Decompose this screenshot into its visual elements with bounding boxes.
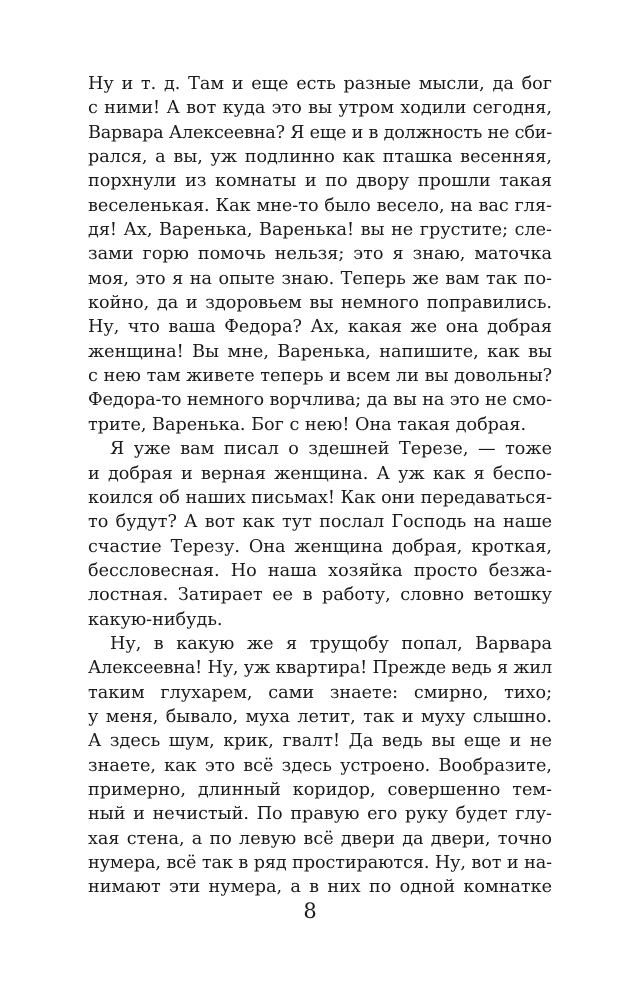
text-line: веселенькая. Как мне-то было весело, на вас гля- <box>88 195 552 216</box>
text-line: у меня, бывало, муха летит, так и муху слышно. <box>88 706 552 727</box>
text-line: Ну, что ваша Федора? Ах, какая же она добрая <box>88 317 552 338</box>
text-line: нимают эти нумера, а в них по одной комнатке <box>88 877 552 898</box>
text-line: моя, это я на опыте знаю. Теперь же вам так по- <box>88 268 552 289</box>
text-line: нумера, всё так в ряд простираются. Ну, вот и на- <box>88 853 552 873</box>
text-line: А здесь шум, крик, гвалт! Да ведь вы еще и не <box>88 731 552 752</box>
text-line: с нею там живете теперь и всем ли вы довольны? <box>88 366 552 387</box>
paragraph-first-line: Я уже вам писал о здешней Терезе, — тоже <box>110 439 552 460</box>
text-line: счастие Терезу. Она женщина добрая, кроткая, <box>88 536 552 557</box>
text-line: Федора-то немного ворчлива; да вы на это не смо- <box>88 390 552 411</box>
text-line: трите, Варенька. Бог с нею! Она такая добрая. <box>88 414 527 435</box>
text-line: с ними! А вот куда это вы утром ходили сегодня, <box>88 98 552 119</box>
text-line: дя! Ах, Варенька, Варенька! вы не грустите; сле- <box>88 220 552 241</box>
text-line: порхнули из комнаты и по двору прошли такая <box>88 171 552 192</box>
text-line: хая стена, а по левую всё двери да двери, точно <box>88 828 552 849</box>
text-line: лостная. Затирает ее в работу, словно ветошку <box>88 585 552 606</box>
text-line: Алексеевна! Ну, уж квартира! Прежде ведь я жил <box>88 658 552 679</box>
body-text <box>88 72 552 900</box>
text-line: бессловесная. Но наша хозяйка просто безжа- <box>88 560 552 581</box>
text-line: Ну и т. д. Там и еще есть разные мысли, да бог <box>88 74 552 94</box>
text-line: таким глухарем, сами знаете: смирно, тихо; <box>88 682 552 703</box>
text-line: какую-нибудь. <box>88 609 223 630</box>
text-line: то будут? А вот как тут послал Господь на наше <box>88 512 552 533</box>
text-line: и добрая и верная женщина. А уж как я беспо- <box>88 463 552 484</box>
paragraph-first-line: Ну, в какую же я трущобу попал, Варвара <box>110 633 552 654</box>
text-line: примерно, длинный коридор, совершенно тем- <box>88 779 552 800</box>
text-line: Варвара Алексеевна? Я еще и в должность не сби- <box>88 122 552 143</box>
text-line: знаете, как это всё здесь устроено. Вообразите, <box>88 755 552 776</box>
text-line: ный и нечистый. По правую его руку будет глу- <box>88 804 552 825</box>
text-line: женщина! Вы мне, Варенька, напишите, как вы <box>88 341 552 362</box>
text-line: коился об наших письмах! Как они передаваться- <box>88 487 552 508</box>
text-line: рался, а вы, уж подлинно как пташка весенняя, <box>88 147 552 168</box>
text-line: койно, да и здоровьем вы немного поправились. <box>88 293 552 314</box>
page-number: 8 <box>303 899 317 923</box>
text-line: зами горю помочь нельзя; это я знаю, маточка <box>88 244 552 265</box>
